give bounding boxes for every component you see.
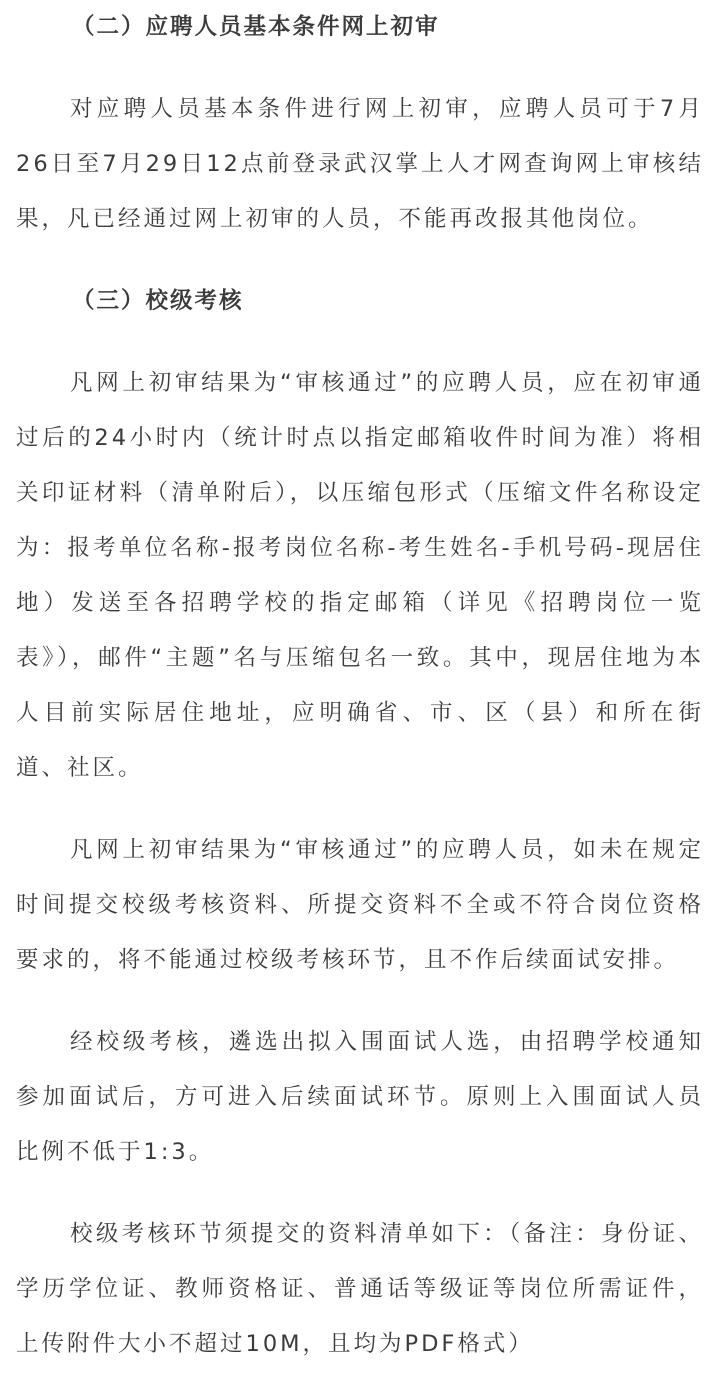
paragraph-interview-selection: 经校级考核，遴选出拟入围面试人选，由招聘学校通知参加面试后，方可进入后续面试环节。原则上入围面试人员比例不低于1:3。 [16, 1029, 704, 1165]
article-body [16, 0, 704, 1372]
paragraph-materials-list: 校级考核环节须提交的资料清单如下：（备注：身份证、学历学位证、教师资格证、普通话等级证等岗位所需证件，上传附件大小不超过10M，且均为PDF格式） [16, 1221, 704, 1357]
paragraph-initial-review: 对应聘人员基本条件进行网上初审，应聘人员可于7月26日至7月29日12点前登录武汉掌上人才网查询网上审核结果，凡已经通过网上初审的人员，不能再改报其他岗位。 [16, 96, 704, 232]
paragraph-missing-materials: 凡网上初审结果为“审核通过”的应聘人员，如未在规定时间提交校级考核资料、所提交资料不全或不符合岗位资格要求的，将不能通过校级考核环节，且不作后续面试安排。 [16, 837, 704, 973]
section-heading-school-assessment: （三）校级考核 [72, 288, 244, 314]
section-heading-initial-review: （二）应聘人员基本条件网上初审 [72, 14, 440, 40]
paragraph-submit-materials: 凡网上初审结果为“审核通过”的应聘人员，应在初审通过后的24小时内（统计时点以指定邮箱收件时间为准）将相关印证材料（清单附后），以压缩包形式（压缩文件名称设定为：报考单位名称-报考岗位名称-考生姓名-手机号码-现居住地）发送至各招聘学校的指定邮箱（详见《招聘岗位一览表》），邮件“主题”名与压缩包名一致。其中，现居住地为本人目前实际居住地址，应明确省、市、区（县）和所在街道、社区。 [16, 370, 704, 781]
